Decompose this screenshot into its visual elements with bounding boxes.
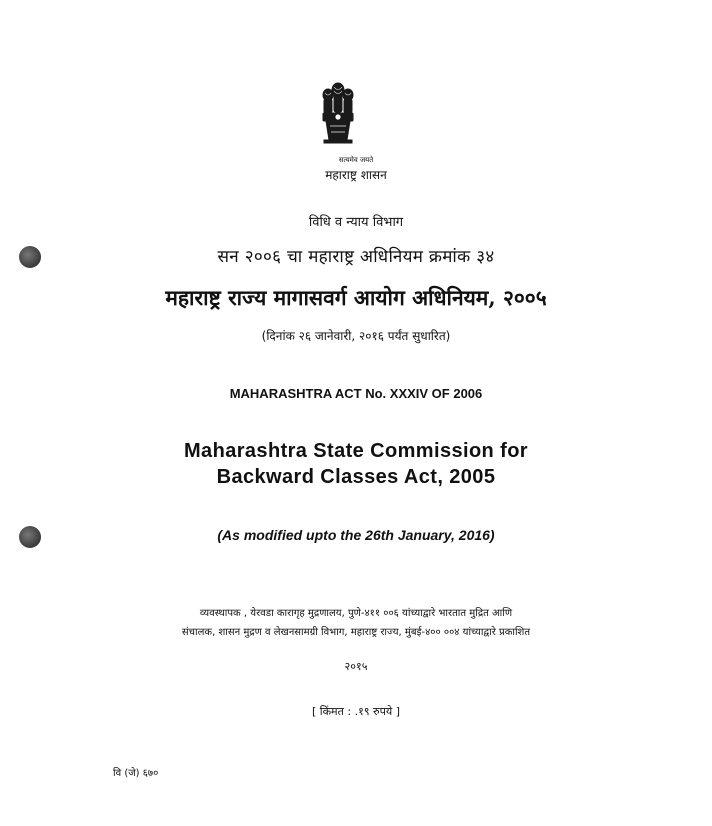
department-name: विधि व न्याय विभाग [308, 215, 404, 230]
emblem-motto: सत्यमेव जयते [338, 156, 374, 164]
modified-note-marathi: (दिनांक २६ जानेवारी, २०१६ पर्यंत सुधारित) [261, 329, 451, 343]
act-title-english-line1: Maharashtra State Commission for [184, 440, 528, 462]
act-number-english: MAHARASHTRA ACT No. XXXIV OF 2006 [229, 386, 483, 401]
price-label: [ किंमत : .१९ रुपये ] [311, 705, 401, 718]
national-emblem-icon [318, 78, 358, 152]
document-code: वि (जे) ६७० [113, 768, 159, 779]
act-title-marathi: महाराष्ट्र राज्य मागासवर्ग आयोग अधिनियम, २००५ [165, 285, 547, 310]
act-title-english-line2: Backward Classes Act, 2005 [216, 466, 496, 488]
publisher-line2: संचालक, शासन मुद्रण व लेखनसामग्री विभाग, महाराष्ट्र राज्य, मुंबई-४०० ००४ यांच्याद्वारे प्रकाशित [181, 627, 531, 638]
government-name: महाराष्ट्र शासन [325, 168, 387, 182]
publication-year: २०१५ [344, 660, 368, 673]
publisher-line1: व्यवस्थापक , येरवडा कारागृह मुद्रणालय, पुणे-४११ ००६ यांच्याद्वारे भारतात मुद्रित आणि [199, 608, 513, 619]
modified-note-english: (As modified upto the 26th January, 2016) [217, 527, 495, 543]
act-number-marathi: सन २००६ चा महाराष्ट्र अधिनियम क्रमांक ३४ [217, 247, 495, 267]
